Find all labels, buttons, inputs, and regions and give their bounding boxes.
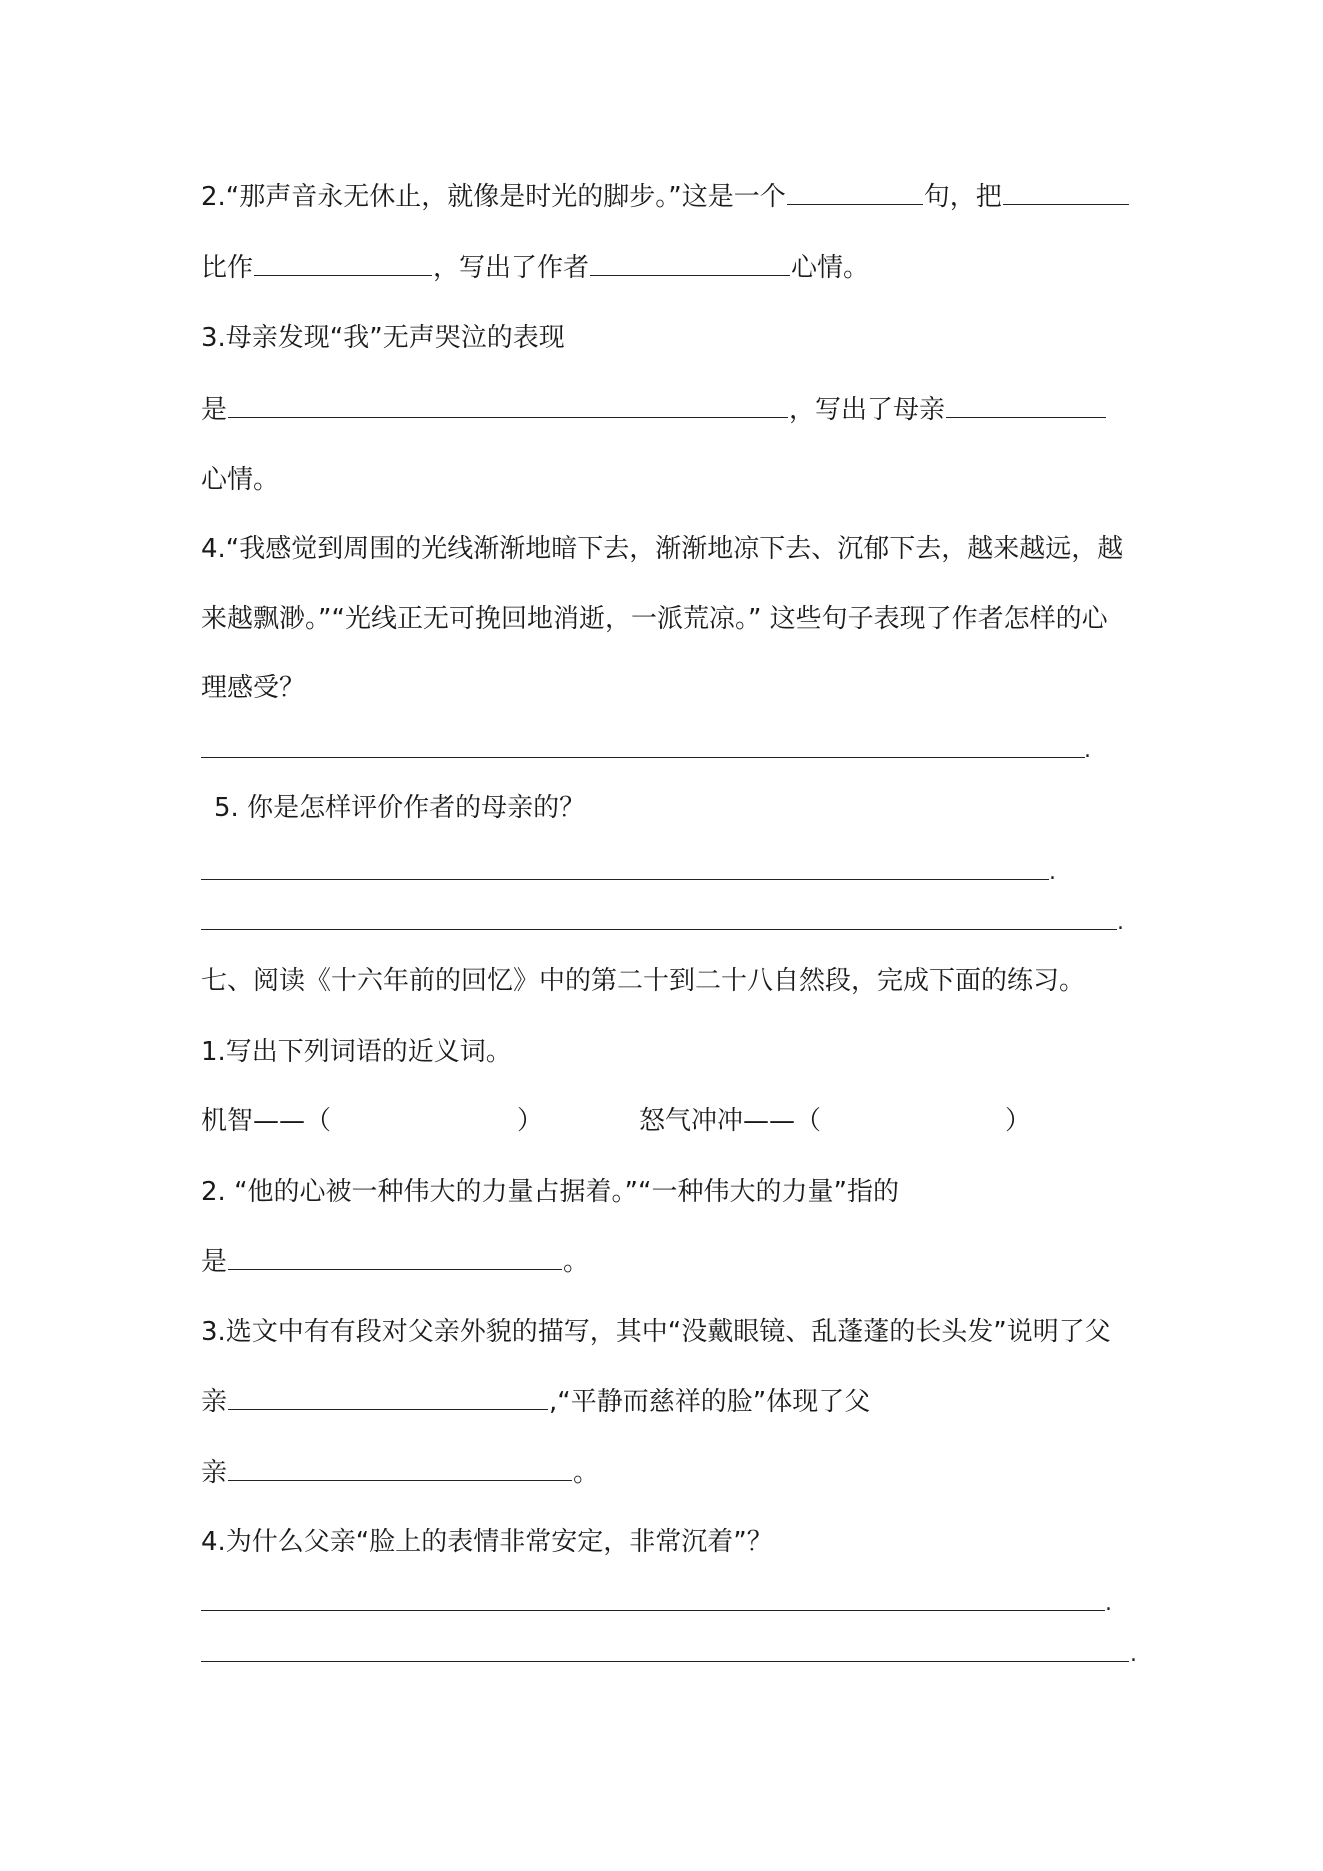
q5-answer-line-1[interactable]: [201, 879, 1049, 880]
s7-q3-text: 亲: [201, 1387, 228, 1417]
q2-text: 句，把: [923, 182, 1002, 212]
q2-blank-object[interactable]: [1003, 178, 1129, 205]
q5-answer-line-2[interactable]: [201, 929, 1117, 930]
s7-q1-close2: ）: [1005, 1106, 1032, 1136]
s7-q3-text: 。: [573, 1458, 600, 1488]
q5-end-mark-2: .: [1117, 910, 1124, 935]
q3-text: 是: [201, 395, 228, 425]
q2-blank-sentence-type[interactable]: [787, 178, 923, 205]
q3-blank-mother-feeling[interactable]: [946, 391, 1106, 418]
q3-line3: 心情。: [201, 465, 280, 495]
q2-blank-compared-to[interactable]: [254, 249, 432, 276]
section7-heading: 七、阅读《十六年前的回忆》中的第二十到二十八自然段，完成下面的练习。: [201, 966, 1086, 996]
q2-line1: [201, 178, 1130, 214]
q5-end-mark: .: [1049, 860, 1056, 885]
s7-q4-end-mark: .: [1105, 1591, 1112, 1616]
s7-q2-text: 。: [563, 1247, 590, 1277]
q3-text: ，写出了母亲: [789, 395, 946, 425]
q5-title: 5. 你是怎样评价作者的母亲的？: [214, 793, 586, 823]
q2-blank-feeling[interactable]: [590, 249, 790, 276]
q2-line2: [201, 249, 869, 285]
s7-q3-text: ,“平静而慈祥的脸”体现了父: [549, 1387, 871, 1417]
s7-q2-blank[interactable]: [228, 1243, 562, 1270]
s7-q2-line2: [201, 1243, 589, 1279]
s7-q4-answer-line-1[interactable]: [201, 1610, 1105, 1611]
q2-text: 心情。: [791, 253, 870, 283]
q3-line2: [201, 391, 1107, 427]
s7-q3-line1: 3.选文中有有段对父亲外貌的描写，其中“没戴眼镜、乱蓬蓬的长头发”说明了父: [201, 1317, 1111, 1347]
s7-q2-text: 是: [201, 1247, 228, 1277]
s7-q2-line1: 2. “他的心被一种伟大的力量占据着。”“一种伟大的力量”指的: [201, 1177, 899, 1207]
q4-end-mark: .: [1084, 738, 1091, 763]
q4-line2: 来越飘渺。”“光线正无可挽回地消逝，一派荒凉。” 这些句子表现了作者怎样的心: [201, 604, 1108, 634]
s7-q1-title: 1.写出下列词语的近义词。: [201, 1037, 512, 1067]
s7-q3-text: 亲: [201, 1458, 228, 1488]
s7-q3-line2: [201, 1383, 870, 1419]
q4-line1: 4.“我感觉到周围的光线渐渐地暗下去，渐渐地凉下去、沉郁下去，越来越远，越: [201, 534, 1124, 564]
s7-q1-word1: 机智——（: [201, 1106, 332, 1136]
q2-text: 比作: [201, 253, 254, 283]
q4-answer-line[interactable]: [201, 757, 1085, 758]
s7-q4-answer-line-2[interactable]: [201, 1661, 1129, 1662]
s7-q4-end-mark-2: .: [1130, 1642, 1137, 1667]
q2-text: ，写出了作者: [433, 253, 590, 283]
s7-q3-blank-2[interactable]: [228, 1454, 572, 1481]
s7-q1-close1: ）: [517, 1106, 544, 1136]
q4-line3: 理感受？: [201, 673, 306, 703]
q2-text: 2.“那声音永无休止，就像是时光的脚步。”这是一个: [201, 182, 786, 212]
s7-q1-word2: 怒气冲冲——（: [639, 1106, 822, 1136]
s7-q3-blank-1[interactable]: [228, 1383, 548, 1410]
s7-q4-title: 4.为什么父亲“脸上的表情非常安定，非常沉着”？: [201, 1527, 773, 1557]
q3-blank-expression[interactable]: [228, 391, 788, 418]
q3-title: 3.母亲发现“我”无声哭泣的表现: [201, 323, 565, 353]
s7-q1-words: [201, 1103, 1031, 1139]
s7-q3-line3: [201, 1454, 599, 1490]
